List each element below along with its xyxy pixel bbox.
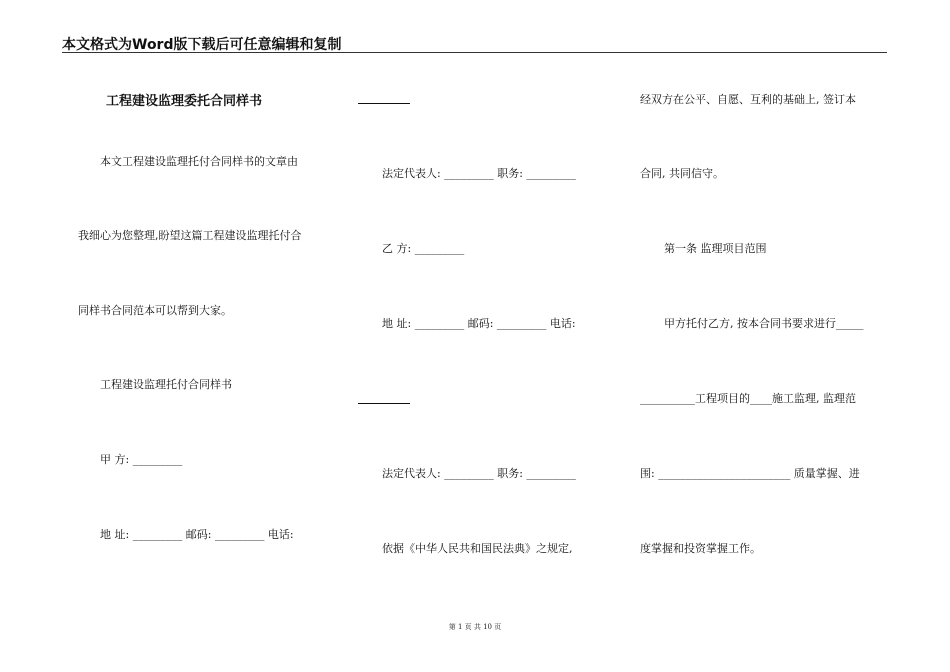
intro-line-3: 同样书合同范本可以帮到大家。: [78, 304, 232, 317]
party-b-legal-rep-line: 法定代表人: _________ 职务: _________: [382, 467, 576, 480]
contract-subtitle: 工程建设监理托付合同样书: [100, 378, 232, 391]
intro-line-2: 我细心为您整理,盼望这篇工程建设监理托付合: [78, 229, 302, 242]
scope-line-4: 度掌握和投资掌握工作。: [640, 542, 761, 555]
party-a-legal-rep-line: 法定代表人: _________ 职务: _________: [382, 167, 576, 180]
blank-underline-middle: [358, 403, 410, 404]
scope-line-1: 甲方托付乙方, 按本合同书要求进行_____: [664, 317, 864, 330]
party-b-line: 乙 方: _________: [382, 242, 465, 255]
blank-underline-top: [358, 103, 410, 104]
header-divider: [62, 52, 887, 53]
legal-basis-line: 依据《中华人民共和国民法典》之规定,: [382, 542, 573, 555]
scope-line-3: 围: ________________________ 质量掌握、进: [640, 467, 860, 480]
agreement-line-2: 合同, 共同信守。: [640, 167, 724, 180]
party-b-address-line: 地 址: _________ 邮码: _________ 电话:: [382, 317, 576, 330]
document-title: 工程建设监理委托合同样书: [106, 94, 263, 109]
intro-line-1: 本文工程建设监理托付合同样书的文章由: [100, 155, 298, 168]
party-a-line: 甲 方: _________: [100, 453, 183, 466]
article-1-heading: 第一条 监理项目范围: [664, 242, 767, 255]
scope-line-2: __________工程项目的____施工监理, 监理范: [640, 392, 856, 405]
party-a-address-line: 地 址: _________ 邮码: _________ 电话:: [100, 528, 294, 541]
page-number: 第 1 页 共 10 页: [448, 623, 502, 631]
agreement-line-1: 经双方在公平、自愿、互利的基础上, 签订本: [640, 93, 856, 106]
document-header: 本文格式为Word版下载后可任意编辑和复制: [62, 37, 342, 53]
